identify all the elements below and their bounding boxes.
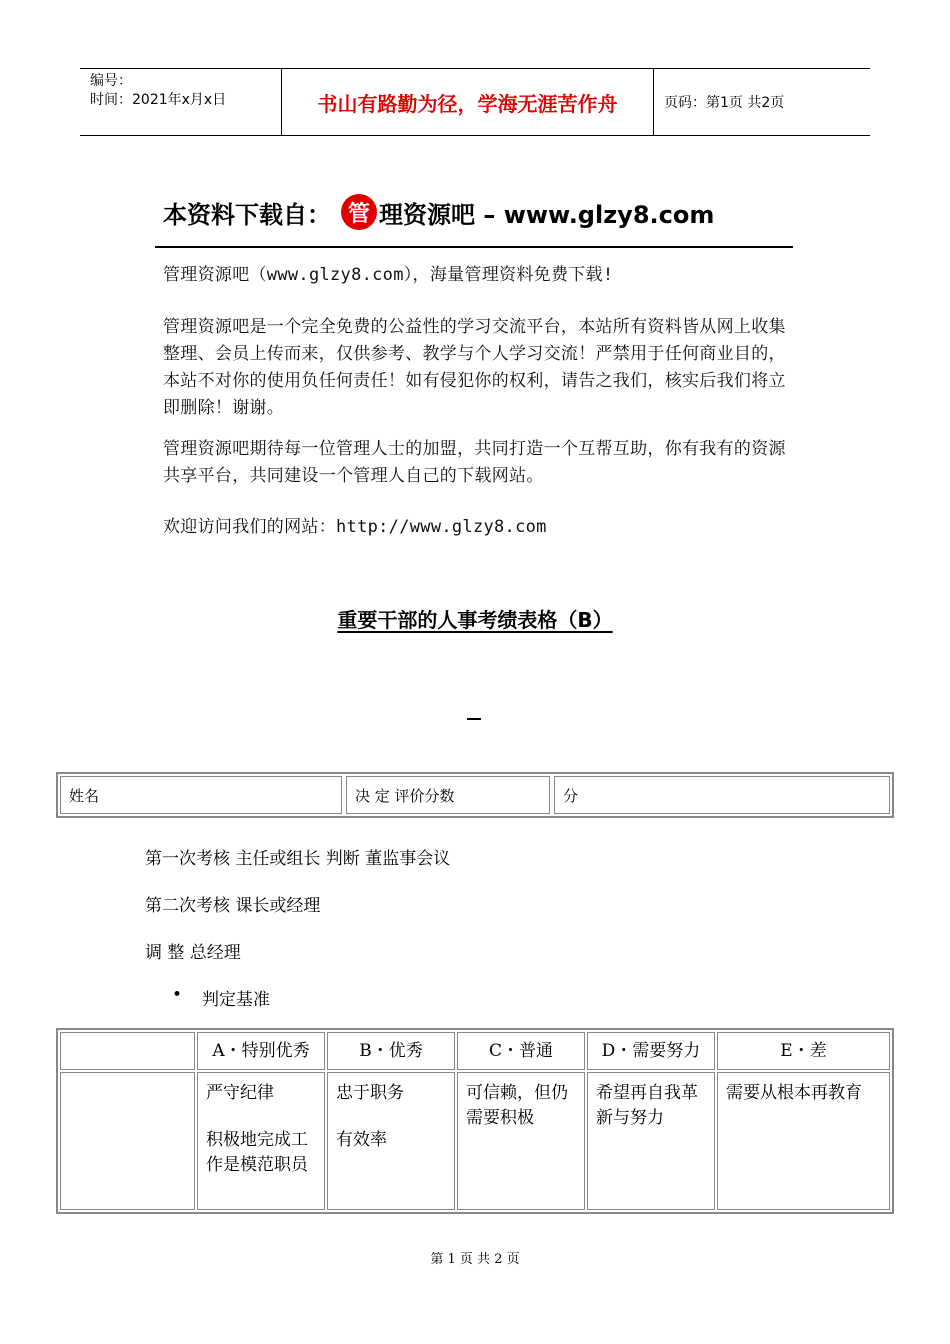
- header-number: 编号：: [90, 73, 132, 89]
- page-footer: 第 1 页 共 2 页: [430, 1252, 520, 1267]
- criteria-b-item: 忠于职务: [336, 1083, 404, 1103]
- promo-p3-text: 管理资源吧期待每一位管理人士的加盟，共同打造一个互帮互助，你有我有的资源共享平台，共同建设一个管理人自己的下载网站。: [163, 439, 786, 486]
- criteria-a-item: 积极地完成工作是模范职员: [206, 1130, 308, 1175]
- name-cell: 姓名: [60, 776, 342, 814]
- criteria-c-cell: [457, 1072, 585, 1210]
- bullet-icon: •: [172, 985, 183, 1005]
- promo-paragraph-2: [163, 314, 803, 422]
- criteria-bullet: [172, 985, 270, 1010]
- review-line-1: 第一次考核 主任或组长 判断 董监事会议: [145, 849, 451, 869]
- criteria-e-cell: [717, 1072, 890, 1210]
- criteria-e-item: 需要从根本再教育: [726, 1083, 862, 1103]
- review-line-2: 第二次考核 课长或经理: [145, 896, 321, 916]
- name-score-table: [56, 772, 894, 818]
- criteria-header-d: D・需要努力: [587, 1032, 715, 1070]
- promo-title: [163, 192, 803, 232]
- promo-title-prefix: 本资料下载自：: [163, 200, 331, 229]
- criteria-header-b: B・优秀: [327, 1032, 455, 1070]
- criteria-c-item: 可信赖，但仍需要积极: [466, 1083, 568, 1128]
- review-line-3: 调 整 总经理: [145, 943, 241, 963]
- criteria-header-a: A・特别优秀: [197, 1032, 325, 1070]
- promo-paragraph-1: [163, 262, 803, 289]
- criteria-a-cell: [197, 1072, 325, 1210]
- header-meta: [80, 69, 282, 135]
- header-motto: 书山有路勤为径，学海无涯苦作舟: [282, 69, 654, 135]
- decision-score-cell: 决 定 评价分数: [346, 776, 550, 814]
- criteria-b-item: 有效率: [336, 1130, 387, 1150]
- criteria-d-item: 希望再自我革新与努力: [596, 1083, 698, 1128]
- promo-p1-text: 管理资源吧（www.glzy8.com），海量管理资料免费下载!: [163, 265, 614, 285]
- site-logo-icon: 管: [341, 194, 377, 230]
- document-title: [0, 604, 950, 633]
- criteria-header-e: E・差: [717, 1032, 890, 1070]
- document-title-text: 重要干部的人事考绩表格（B）: [337, 608, 613, 632]
- criteria-body-blank: [60, 1072, 195, 1210]
- criteria-bullet-text: 判定基准: [202, 990, 270, 1010]
- dash-mark: [467, 718, 481, 720]
- criteria-table: [56, 1028, 894, 1214]
- promo-title-suffix: 理资源吧 – www.glzy8.com: [379, 200, 715, 229]
- criteria-b-cell: [327, 1072, 455, 1210]
- header-time: 时间：2021年x月x日: [90, 92, 227, 108]
- page-header: [80, 68, 870, 136]
- promo-divider: [155, 246, 793, 248]
- criteria-header-blank: [60, 1032, 195, 1070]
- score-unit-cell: 分: [554, 776, 890, 814]
- promo-paragraph-4: [163, 514, 803, 541]
- criteria-header-c: C・普通: [457, 1032, 585, 1070]
- promo-p2-text: 管理资源吧是一个完全免费的公益性的学习交流平台，本站所有资料皆从网上收集整理、会员上传而来，仅供参考、教学与个人学习交流！严禁用于任何商业目的，本站不对你的使用负任何责任！如有侵犯你的权利，请告之我们，核实后我们将立即删除！谢谢。: [163, 317, 786, 418]
- criteria-header-row: [60, 1032, 890, 1070]
- promo-p4-text: 欢迎访问我们的网站：http://www.glzy8.com: [163, 517, 547, 537]
- criteria-d-cell: [587, 1072, 715, 1210]
- promo-paragraph-3: [163, 436, 803, 490]
- header-page-info: 页码：第1页 共2页: [664, 95, 785, 111]
- criteria-a-item: 严守纪律: [206, 1083, 274, 1103]
- criteria-body-row: [60, 1072, 890, 1210]
